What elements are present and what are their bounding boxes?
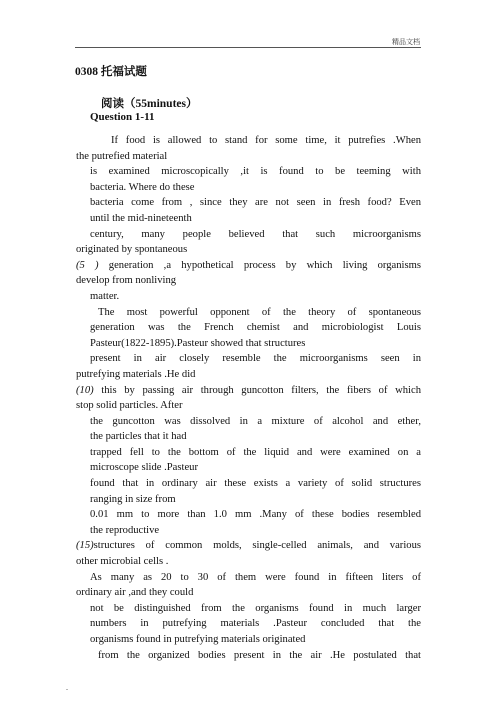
passage-line: stop solid particles. After — [76, 400, 183, 412]
passage-line: 0.01 mm to more than 1.0 mm .Many of these bodies resembled — [90, 509, 421, 521]
passage-line: generation was the French chemist and microbiologist Louis — [90, 322, 421, 334]
passage-line: Pasteur(1822-1895).Pasteur showed that structures — [90, 337, 306, 349]
passage-line: the putrefied material — [76, 150, 168, 162]
header-divider — [75, 47, 421, 48]
question-heading: Question 1-11 — [90, 111, 155, 123]
passage-line: until the mid-nineteenth — [90, 212, 192, 224]
passage-line: organisms found in putrefying materials originated — [90, 634, 306, 645]
passage-line: ranging in size from — [90, 493, 176, 505]
passage-line: present in air closely resemble the microorganisms seen in — [90, 353, 421, 365]
passage-line: (10) this by passing air through guncotton filters, the fibers of which — [76, 384, 421, 396]
passage-line: the particles that it had — [90, 431, 187, 443]
passage-line: century, many people believed that such microorganisms — [90, 228, 421, 240]
passage-line: (15)structures of common molds, single-celled animals, and various — [76, 540, 421, 552]
passage-line: As many as 20 to 30 of them were found in fifteen liters of — [90, 571, 421, 583]
passage-line: trapped fell to the bottom of the liquid and were examined on a — [90, 446, 421, 458]
passage-line: from the organized bodies present in the air .He postulated that — [98, 649, 421, 661]
passage-line: other microbial cells . — [76, 556, 169, 568]
line-number-marker: (15) — [76, 540, 94, 552]
passage-line: not be distinguished from the organisms found in much larger — [90, 602, 421, 614]
passage-line: If food is allowed to stand for some time, it putrefies .When — [111, 135, 421, 146]
passage-line: bacteria come from , since they are not seen in fresh food? Even — [90, 197, 421, 209]
footer-mark: . — [66, 683, 68, 692]
passage-line: originated by spontaneous — [76, 244, 188, 256]
passage-line: develop from nonliving — [76, 275, 177, 287]
section-heading: 阅读（55minutes） — [101, 98, 198, 110]
header-label: 精品文档 — [392, 38, 420, 46]
line-number-marker: (10) — [76, 384, 94, 396]
passage-line: (5 ) generation ,a hypothetical process by which living organisms — [76, 259, 421, 271]
line-number-marker: (5 ) — [76, 259, 99, 271]
passage-line: numbers in putrefying materials .Pasteur concluded that the — [90, 618, 421, 630]
passage-line: is examined microscopically ,it is found to be teeming with — [90, 166, 421, 178]
passage-line: putrefying materials .He did — [76, 368, 196, 380]
document-title: 0308 托福试题 — [75, 66, 147, 78]
passage-line: bacteria. Where do these — [90, 181, 195, 193]
passage-line: the guncotton was dissolved in a mixture of alcohol and ether, — [90, 415, 421, 427]
passage-line: found that in ordinary air these exists a variety of solid structures — [90, 478, 421, 490]
passage-line: microscope slide .Pasteur — [90, 462, 198, 474]
passage-line: The most powerful opponent of the theory of spontaneous — [98, 306, 421, 318]
passage-line: ordinary air ,and they could — [76, 587, 194, 599]
passage-line: the reproductive — [90, 524, 160, 536]
passage-line: matter. — [90, 290, 120, 302]
passage-body — [76, 133, 421, 663]
